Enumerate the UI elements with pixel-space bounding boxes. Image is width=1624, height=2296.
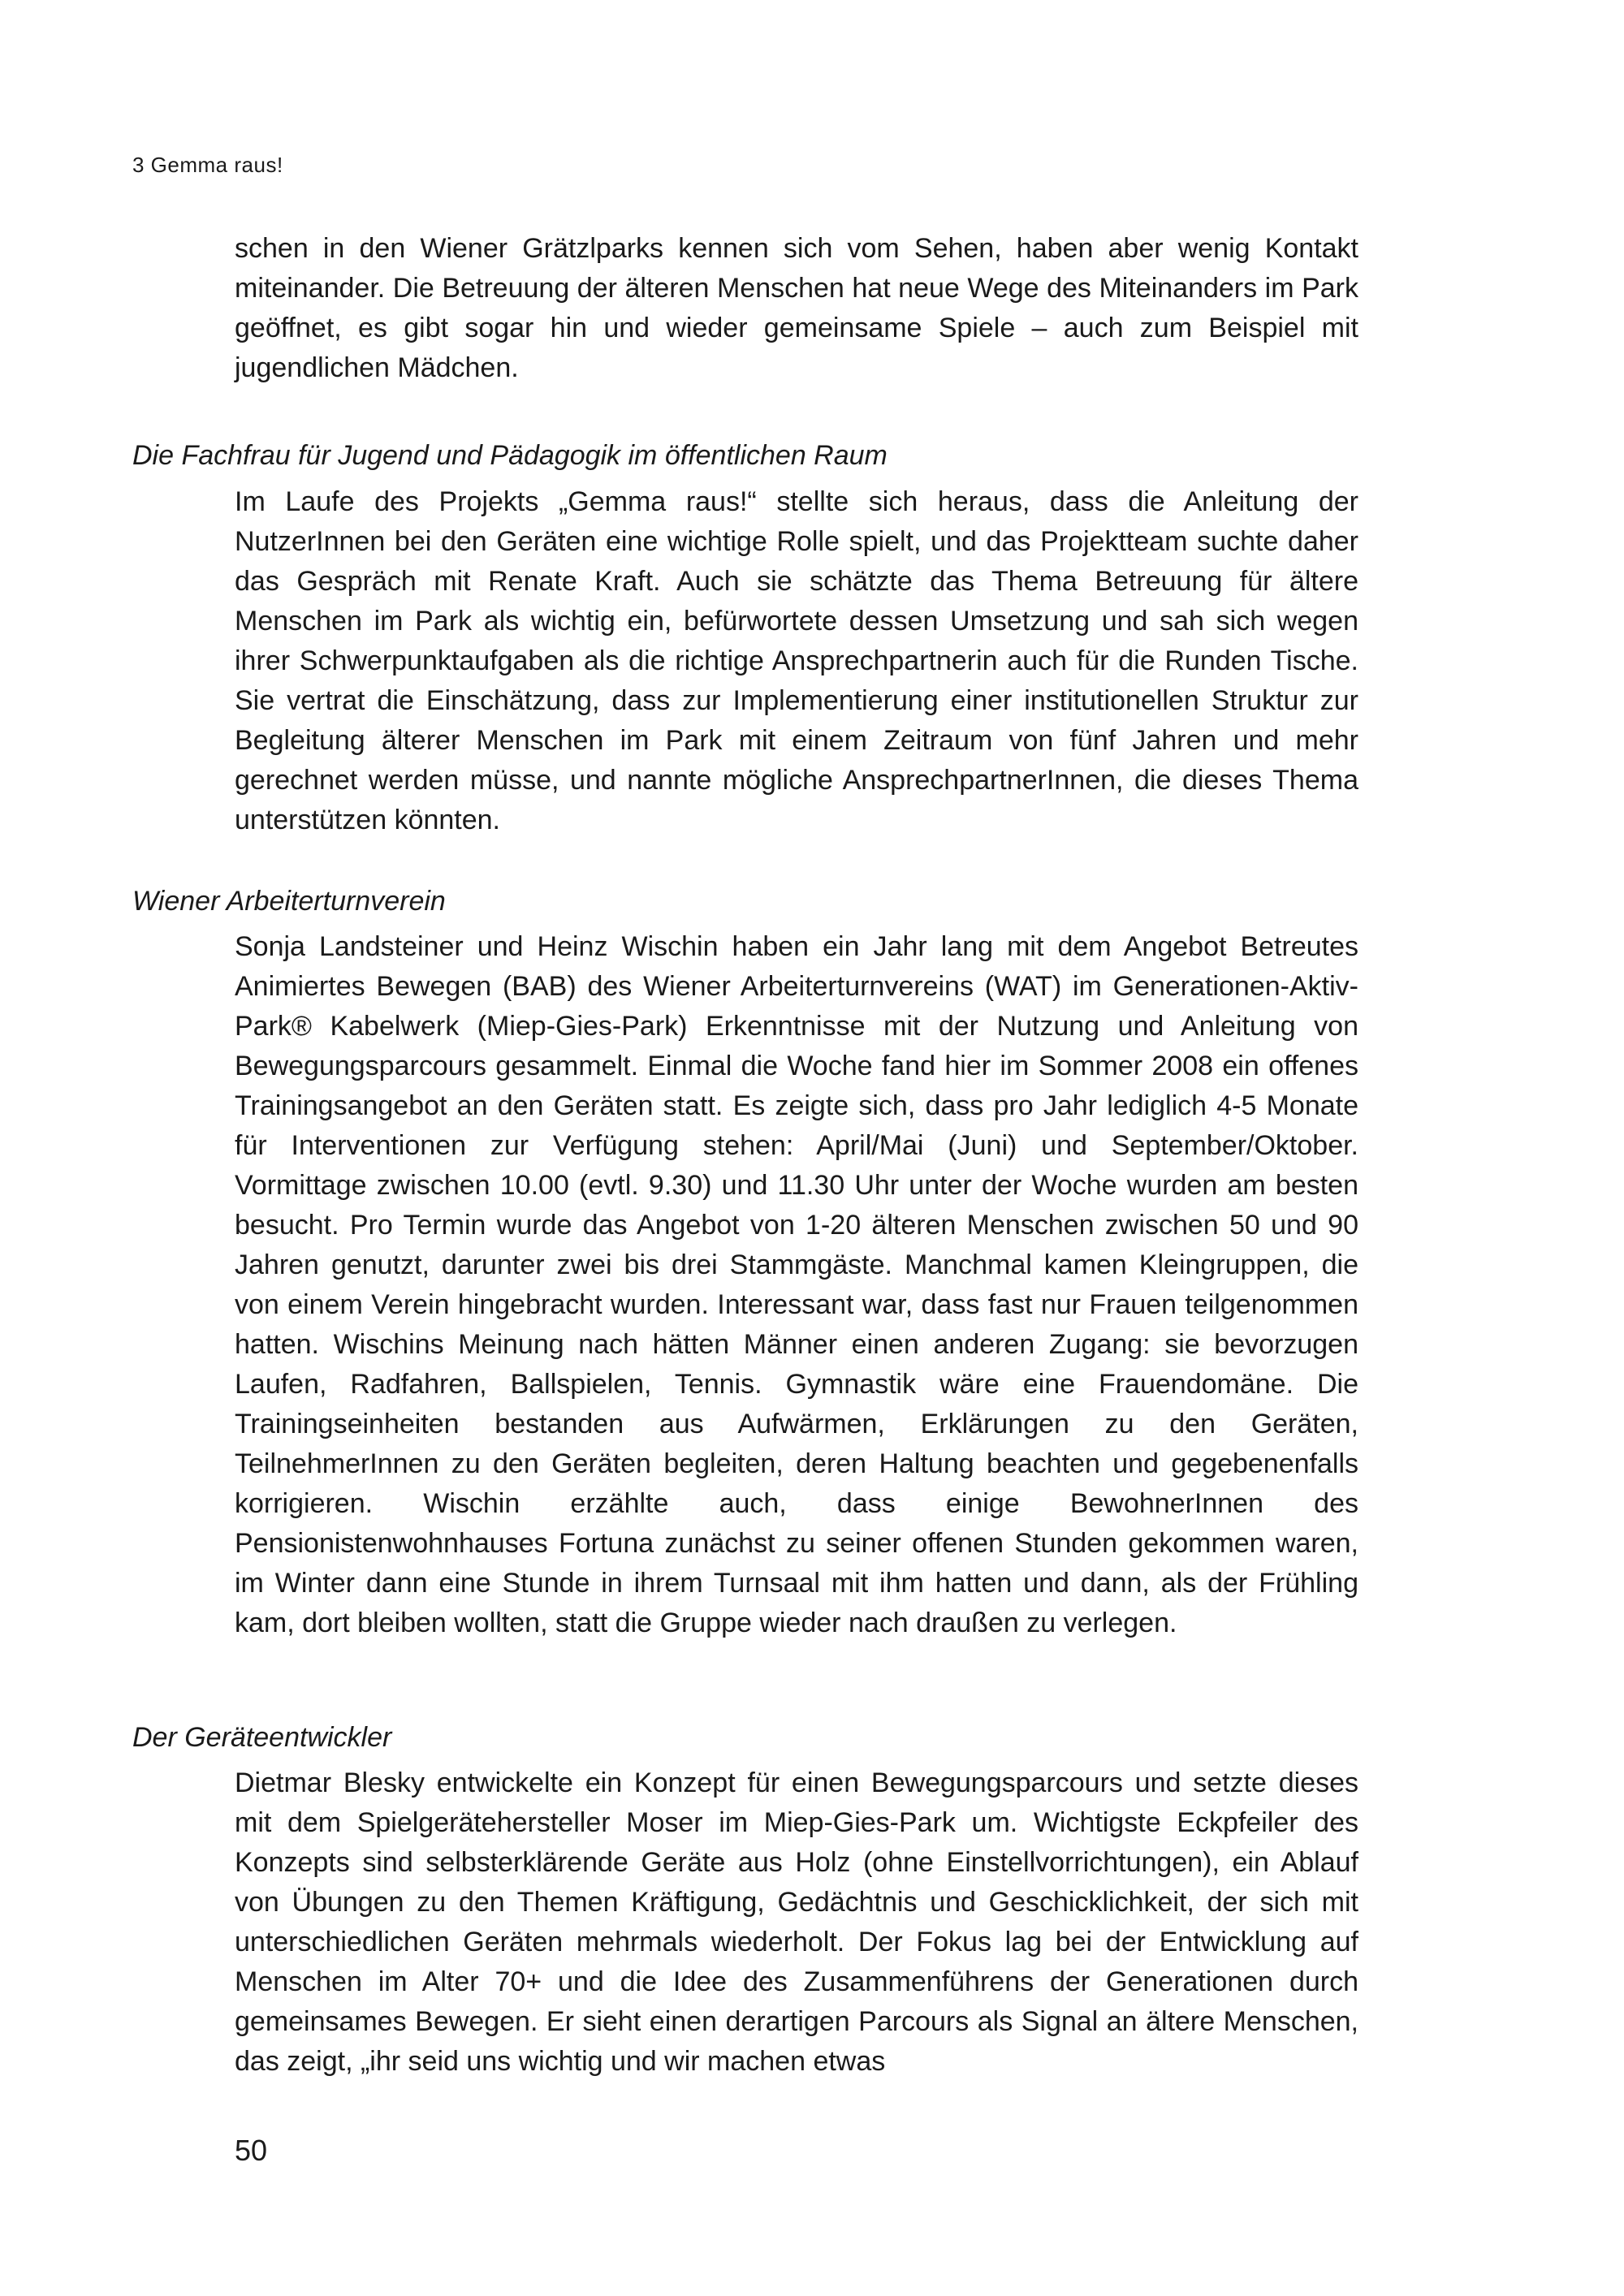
section-heading-fachfrau: Die Fachfrau für Jugend und Pädagogik im öffentlichen Raum: [132, 440, 888, 471]
paragraph-intro: schen in den Wiener Grätzlparks kennen sich vom Sehen, haben aber wenig Kontakt miteinander. Die Betreuung der älteren Menschen hat neue Wege des Miteinanders im Park geöffnet, es gibt sogar hin und wieder gemeinsame Spiele – auch zum Beispiel mit jugendlichen Mädchen.: [235, 233, 1358, 383]
running-header: 3 Gemma raus!: [132, 153, 283, 177]
page-number: 50: [235, 2134, 268, 2167]
paragraph-arbeiterturnverein: Sonja Landsteiner und Heinz Wischin haben ein Jahr lang mit dem Angebot Betreutes Animiertes Bewegen (BAB) des Wiener Arbeiterturnvereins (WAT) im Generationen-Aktiv-Park® Kabelwerk (Miep-Gies-Park) Erkenntnisse mit der Nutzung und Anleitung von Bewegungsparcours gesammelt. Einmal die Woche fand hier im Sommer 2008 ein offenes Trainingsangebot an den Geräten statt. Es zeigte sich, dass pro Jahr lediglich 4-5 Monate für Interventionen zur Verfügung stehen: April/Mai (Juni) und September/Oktober. Vormittage zwischen 10.00 (evtl. 9.30) und 11.30 Uhr unter der Woche wurden am besten besucht. Pro Termin wurde das Angebot von 1-20 älteren Menschen zwischen 50 und 90 Jahren genutzt, darunter zwei bis drei Stammgäste. Manchmal kamen Kleingruppen, die von einem Verein hingebracht wurden. Interessant war, dass fast nur Frauen teilgenommen hatten. Wischins Meinung nach hätten Männer einen anderen Zugang: sie bevorzugen Laufen, Radfahren, Ballspielen, Tennis. Gymnastik wäre eine Frauendomäne. Die Trainingseinheiten bestanden aus Aufwärmen, Erklärungen zu den Geräten, TeilnehmerInnen zu den Geräten begleiten, deren Haltung beachten und gegebenenfalls korrigieren. Wischin erzählte auch, dass einige BewohnerInnen des Pensionistenwohnhauses Fortuna zunächst zu seiner offenen Stunden gekommen waren, im Winter dann eine Stunde in ihrem Turnsaal mit ihm hatten und dann, als der Frühling kam, dort bleiben wollten, statt die Gruppe wieder nach draußen zu verlegen.: [235, 931, 1358, 1638]
paragraph-fachfrau: Im Laufe des Projekts „Gemma raus!“ stellte sich heraus, dass die Anleitung der NutzerInnen bei den Geräten eine wichtige Rolle spielt, und das Projektteam suchte daher das Gespräch mit Renate Kraft. Auch sie schätzte das Thema Betreuung für ältere Menschen im Park als wichtig ein, befürwortete dessen Umsetzung und sah sich wegen ihrer Schwerpunktaufgaben als die richtige Ansprechpartnerin auch für die Runden Tische. Sie vertrat die Einschätzung, dass zur Implementierung einer institutionellen Struktur zur Begleitung älterer Menschen im Park mit einem Zeitraum von fünf Jahren und mehr gerechnet werden müsse, und nannte mögliche AnsprechpartnerInnen, die dieses Thema unterstützen könnten.: [235, 486, 1358, 835]
section-heading-arbeiterturnverein: Wiener Arbeiterturnverein: [132, 886, 446, 917]
section-heading-geraeteentwickler: Der Geräteentwickler: [132, 1722, 392, 1753]
paragraph-geraeteentwickler: Dietmar Blesky entwickelte ein Konzept für einen Bewegungsparcours und setzte dieses mit dem Spielgerätehersteller Moser im Miep-Gies-Park um. Wichtigste Eckpfeiler des Konzepts sind selbsterklärende Geräte aus Holz (ohne Einstellvorrichtungen), ein Ablauf von Übungen zu den Themen Kräftigung, Gedächtnis und Geschicklichkeit, der sich mit unterschiedlichen Geräten mehrmals wiederholt. Der Fokus lag bei der Entwicklung auf Menschen im Alter 70+ und die Idee des Zusammenführens der Generationen durch gemeinsames Bewegen. Er sieht einen derartigen Parcours als Signal an ältere Menschen, das zeigt, „ihr seid uns wichtig und wir machen etwas: [235, 1767, 1358, 2077]
